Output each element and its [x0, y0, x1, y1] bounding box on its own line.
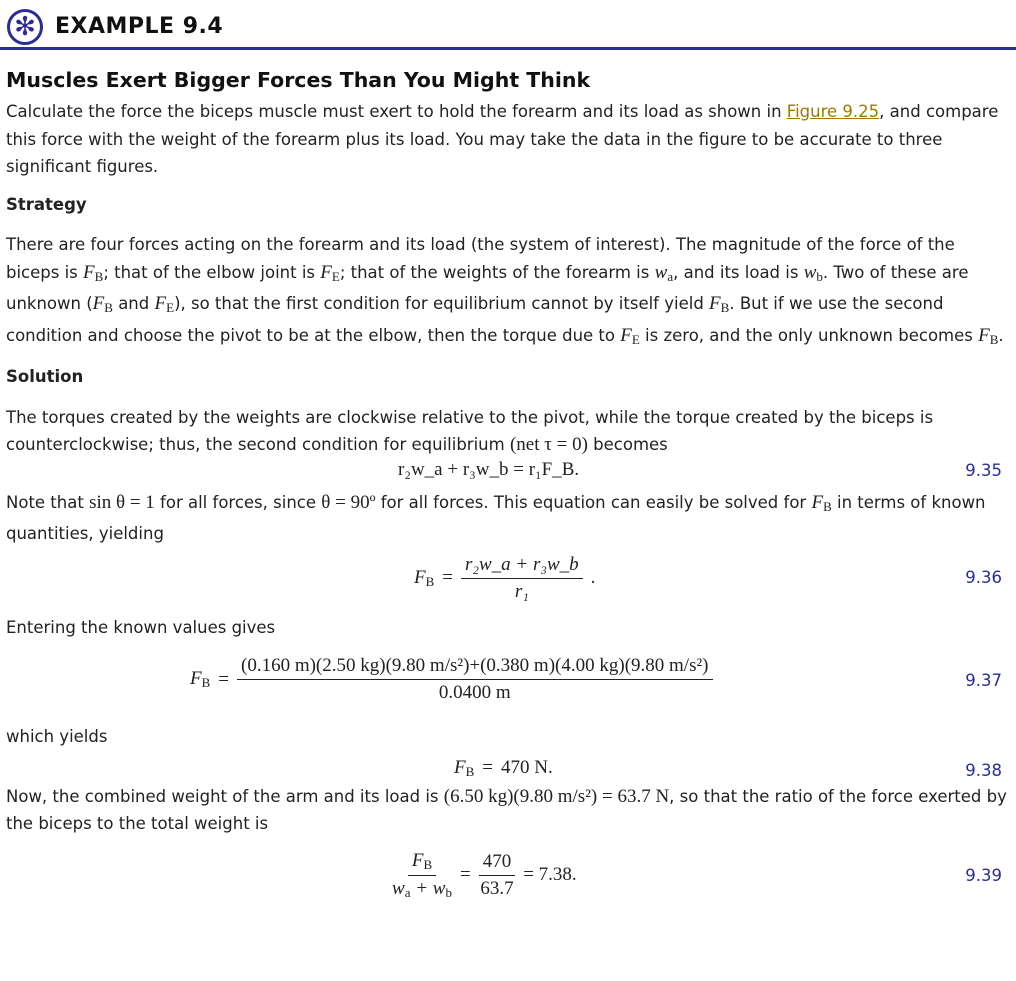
- figure-link[interactable]: Figure 9.25: [786, 102, 880, 121]
- strategy-paragraph: There are four forces acting on the forearm and its load (the system of interest). The magnitude of the force of the biceps is $F_B$; that of the elbow joint is $F_E$; that of the weights of the forearm is $w_a$, and its load is $w_b$. Two of these are unknown ($F_B$ and $F_E$), so that the first condition for equilibrium cannot by itself yield $F_B$. But if we use the second condition and choose the pivot to be at the elbow, then the torque due to $F_E$ is zero, and the only unknown becomes $F_B$.: [6, 235, 1004, 347]
- solution-paragraph-4: which yields: [6, 727, 108, 746]
- solution-paragraph-2: Note that sin θ = 1 for all forces, since θ = 90º for all forces. This equation can easily be solved for $F_B$ in terms of known quantities, yielding: [6, 491, 986, 543]
- equation-number: 9.37: [965, 671, 1002, 690]
- header-divider: [0, 47, 1016, 50]
- equation-number: 9.39: [965, 865, 1002, 885]
- example-title: Muscles Exert Bigger Forces Than You Might Think: [6, 68, 591, 92]
- equation-number: 9.35: [965, 460, 1002, 480]
- equation-9-38: $F_B$ = 470 N. 9.38: [454, 756, 1002, 780]
- solution-paragraph-5: Now, the combined weight of the arm and its load is (6.50 kg)(9.80 m/s²) = 63.7 N, so that the ratio of the force exerted by the biceps to the total weight is: [6, 785, 1007, 833]
- example-label: EXAMPLE 9.4: [55, 14, 224, 39]
- example-header: [0, 0, 1016, 50]
- strategy-heading: Strategy: [6, 194, 87, 214]
- equation-9-39: $\frac{F_B}{w_a + w_b}$ = $\frac{470}{63.7}$ = 7.38. 9.39: [392, 849, 1002, 900]
- solution-paragraph-3: Entering the known values gives: [6, 617, 276, 637]
- equation-9-35: [0, 459, 1016, 489]
- solution-heading: Solution: [6, 367, 84, 386]
- solution-paragraph-1: The torques created by the weights are clockwise relative to the pivot, while the torque created by the biceps is counterclockwise; thus, the second condition for equilibrium (net τ = 0) becomes: [6, 407, 934, 455]
- equation-9-37: $F_B$ = $\frac{\text{(0.160 m)(2.50 kg)(9.80 m/s²)+(0.380 m)(4.00 kg)(9.80 m/s²)}}{0.0400 m}$ 9.37: [190, 655, 1002, 703]
- asterisk-flower-icon: ✻: [7, 9, 43, 45]
- equation-number: 9.36: [965, 567, 1002, 587]
- equation-body: r₂w_a + r₃w_b = r₁F_B.: [398, 458, 580, 480]
- equation-9-36: $F_B$ = $\frac{\text{r₂w\_a + r₃w\_b}}{\text{r₁}}$ . 9.36: [414, 553, 1002, 602]
- equation-number: 9.38: [965, 760, 1002, 780]
- intro-paragraph: Calculate the force the biceps muscle must exert to hold the forearm and its load as shown in Figure 9.25, and compare this force with the weight of the forearm plus its load. You may take the data in the figure to be accurate to three significant figures.: [6, 102, 999, 176]
